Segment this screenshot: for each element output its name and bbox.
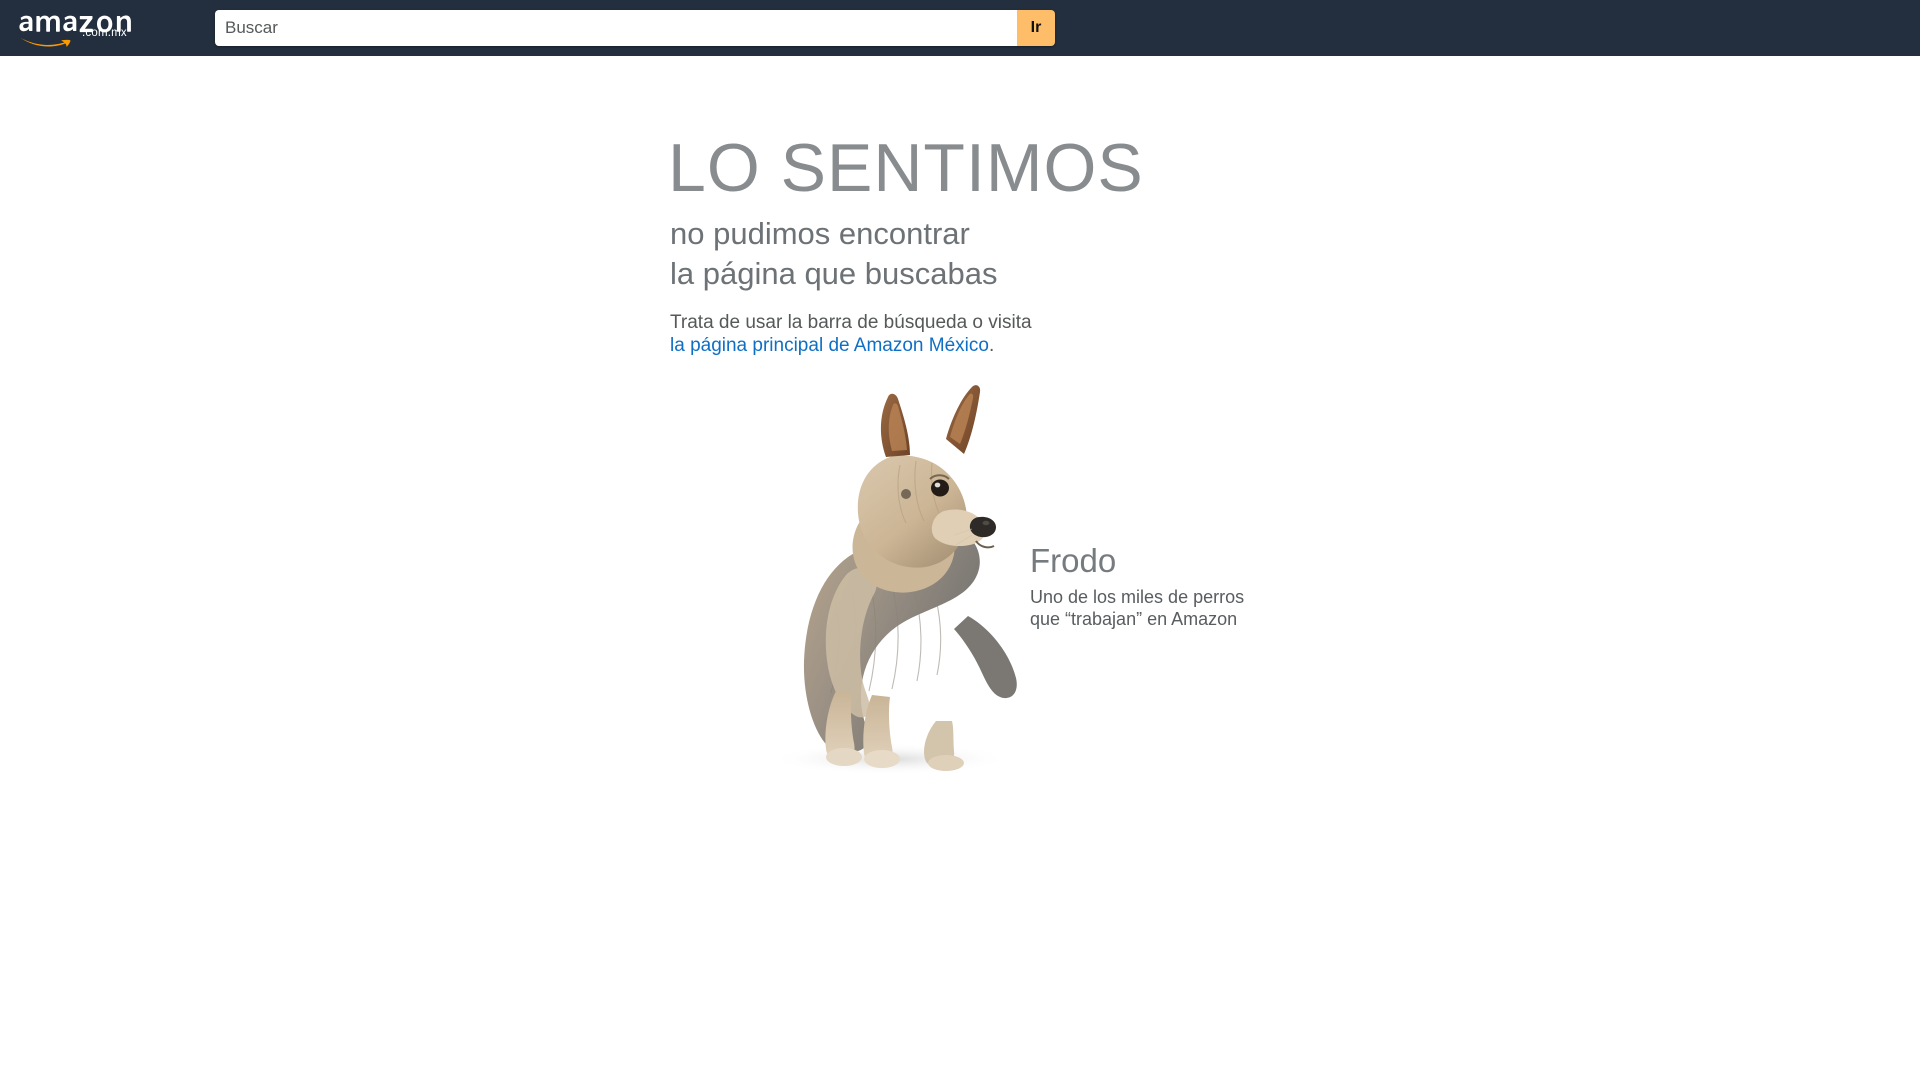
error-hint: [670, 311, 1032, 357]
amazon-logo[interactable]: [18, 9, 143, 49]
dog-name: Frodo: [1030, 542, 1117, 579]
error-headline: LO SENTIMOS: [668, 130, 1144, 206]
dog-caption-line1: Uno de los miles de perros: [1030, 587, 1245, 607]
error-subhead: [670, 214, 997, 294]
error-hint-link-line: [670, 334, 1032, 357]
error-hint-text: Trata de usar la barra de búsqueda o visita: [670, 312, 1032, 333]
amazon-homepage-link[interactable]: la página principal de Amazon México: [670, 335, 989, 356]
search-input[interactable]: [215, 10, 1017, 46]
dog-caption-line2: que “trabajan” en Amazon: [1030, 609, 1238, 629]
site-header: [0, 0, 1920, 56]
search-bar[interactable]: [215, 10, 1055, 46]
yorkshire-terrier-illustration: [740, 361, 1070, 786]
error-hint-link-suffix: .: [988, 335, 995, 356]
search-submit-button[interactable]: Ir: [1017, 10, 1055, 46]
error-subhead-line2: la página que buscabas: [670, 256, 998, 291]
logo-domain-suffix: .com.mx: [82, 27, 127, 39]
dog-photo: [740, 361, 1070, 786]
error-page-content: [0, 56, 1920, 1080]
dog-caption: [1030, 586, 1244, 630]
error-subhead-line1: no pudimos encontrar: [670, 216, 970, 251]
